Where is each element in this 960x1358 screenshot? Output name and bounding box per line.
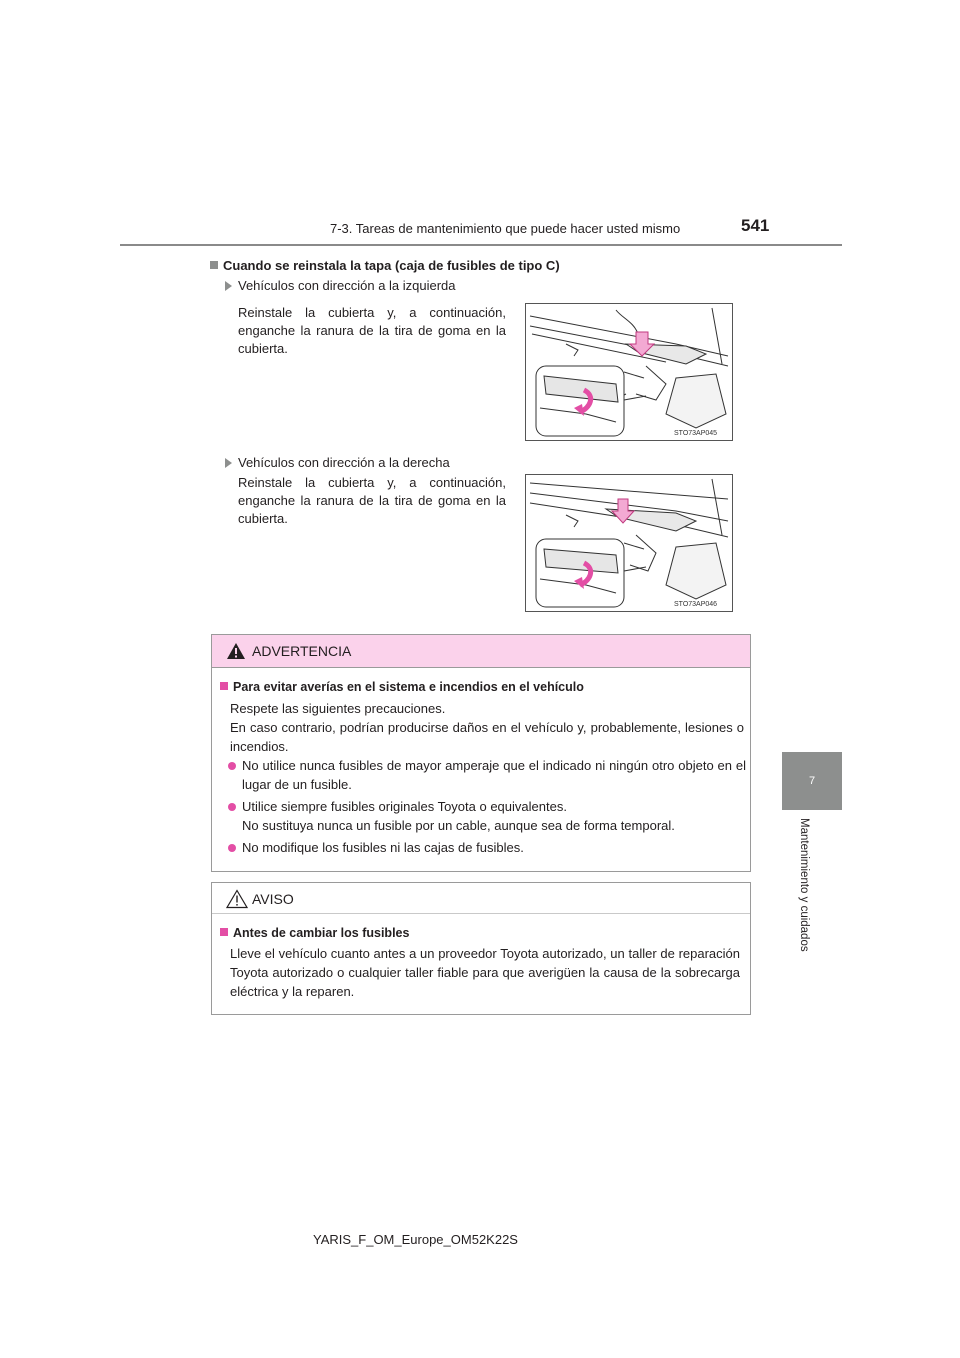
- warning-box: [211, 634, 751, 872]
- warning-bullet-1: No utilice nunca fusibles de mayor amperaje que el indicado ni ningún otro objeto en el lugar de un fusible.: [228, 756, 746, 794]
- figure-code-lhd: STO73AP045: [674, 430, 718, 437]
- warning-bullet-2: Utilice siempre fusibles originales Toyota o equivalentes. No sustituya nunca un fusible por un cable, aunque sea de forma temporal.: [228, 797, 746, 835]
- figure-code-rhd: STO73AP046: [674, 601, 718, 608]
- notice-title: AVISO: [252, 891, 294, 907]
- document-id: YARIS_F_OM_Europe_OM52K22S: [313, 1232, 518, 1247]
- chapter-label: Mantenimiento y cuidados: [798, 818, 810, 952]
- chapter-tab: 7: [782, 752, 842, 810]
- item-title-lhd: Vehículos con dirección a la izquierda: [225, 278, 456, 293]
- square-bullet-icon: [220, 682, 228, 690]
- item-text-lhd: Reinstale la cubierta y, a continuación, enganche la ranura de la tira de goma en la cubierta.: [238, 305, 506, 356]
- chapter-label-container: [796, 818, 812, 978]
- figure-rhd: [525, 474, 733, 612]
- item-title-rhd: Vehículos con dirección a la derecha: [225, 455, 450, 470]
- notice-header: [212, 883, 750, 914]
- warning-subheading: Para evitar averías en el sistema e incendios en el vehículo: [220, 678, 584, 697]
- notice-box: [211, 882, 751, 1015]
- figure-lhd: [525, 303, 733, 441]
- page-number: 541: [741, 216, 770, 235]
- warning-title: ADVERTENCIA: [252, 643, 352, 659]
- round-bullet-icon: [228, 844, 236, 852]
- warning-intro: Respete las siguientes precauciones. En caso contrario, podrían producirse daños en el vehículo y, probablemente, lesiones o incendios.: [230, 701, 744, 754]
- warning-header: [212, 635, 750, 668]
- notice-text: Lleve el vehículo cuanto antes a un proveedor Toyota autorizado, un taller de reparación Toyota autorizado o cualquier taller fiable para que averigüen la causa de la sobrecarga eléctrica y la reparen.: [230, 946, 740, 999]
- engine-bay-illustration: [526, 475, 732, 611]
- warning-bullet-3: No modifique los fusibles ni las cajas de fusibles.: [228, 838, 746, 857]
- caution-triangle-icon: [226, 889, 248, 909]
- engine-bay-illustration: [526, 304, 732, 440]
- item-text-rhd: Reinstale la cubierta y, a continuación, enganche la ranura de la tira de goma en la cubierta.: [238, 475, 506, 526]
- warning-triangle-icon: [226, 642, 246, 660]
- section-heading: Cuando se reinstala la tapa (caja de fusibles de tipo C): [210, 258, 560, 273]
- round-bullet-icon: [228, 762, 236, 770]
- triangle-bullet-icon: [225, 281, 232, 291]
- square-bullet-icon: [210, 261, 218, 269]
- round-bullet-icon: [228, 803, 236, 811]
- notice-subheading: Antes de cambiar los fusibles: [220, 924, 409, 943]
- triangle-bullet-icon: [225, 458, 232, 468]
- square-bullet-icon: [220, 928, 228, 936]
- section-title: 7-3. Tareas de mantenimiento que puede hacer usted mismo: [330, 221, 681, 236]
- header-divider: [120, 244, 842, 246]
